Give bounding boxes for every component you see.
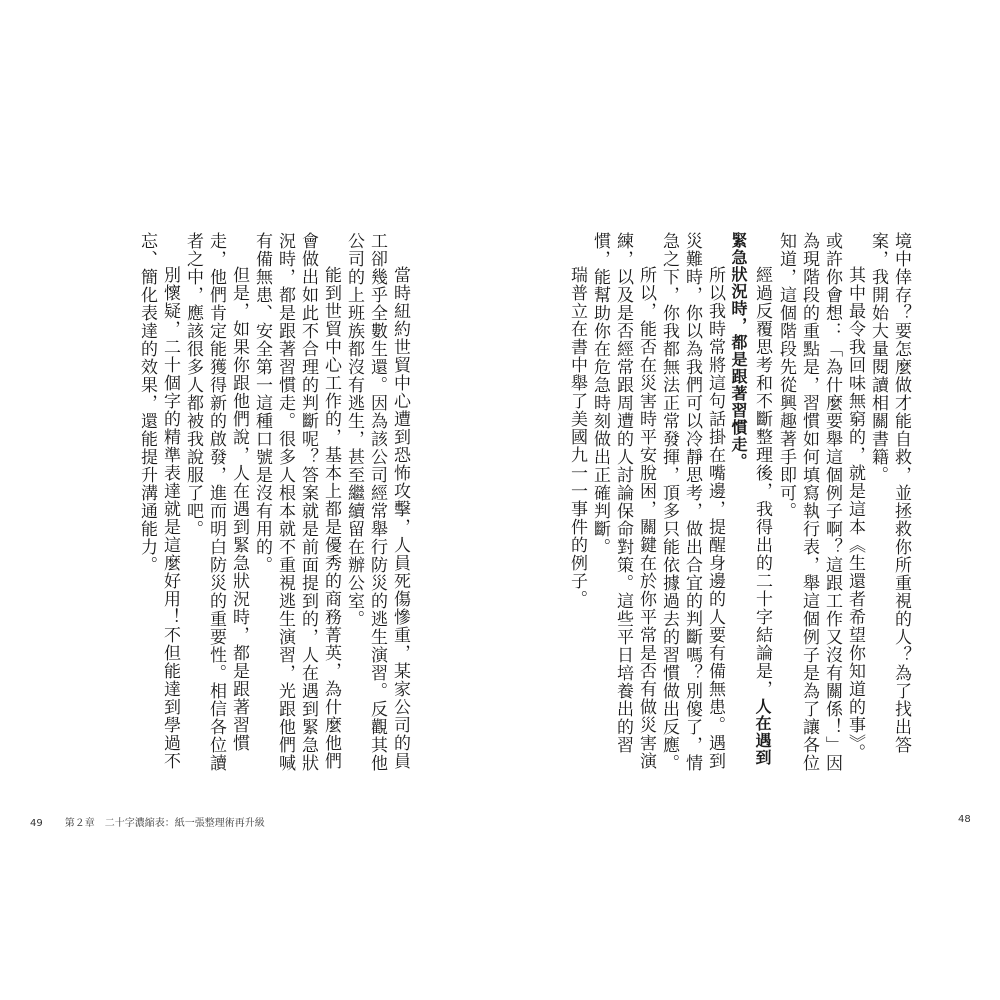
emphasis-text: 人在遇到緊急狀況時，都是跟著習慣走。 (729, 232, 772, 766)
chapter-running-head: 第２章 二十字濃縮表：紙一張整理術再升級 (64, 818, 265, 829)
paragraph-text: 別懷疑，二十個字的精準表達就是這麼好用！不但能達到學過不忘、簡化表達的效果，還能提升溝通能力。 (137, 232, 180, 770)
paragraph (866, 232, 912, 772)
left-page-number: 49 (30, 818, 43, 829)
paragraph-text: 瑞普立在書中舉了美國九一一事件的例子。 (567, 266, 587, 608)
paragraph (250, 232, 342, 772)
paragraph (588, 232, 657, 772)
paragraph-text: 經過反覆思考和不斷整理後，我得出的二十字結論是， (752, 266, 772, 698)
paragraph (342, 232, 411, 772)
paragraph (181, 232, 250, 772)
paragraph-text: 但是，如果你跟他們說，人在遇到緊急狀況時，都是跟著習慣走，他們肯定能獲得新的啟發，進而明白防災的重要性。相信各位讀者之中，應該很多人都被我說服了吧。 (183, 232, 249, 772)
left-page-body (135, 232, 411, 772)
paragraph (135, 232, 181, 772)
left-page (135, 232, 515, 812)
left-page-footer (30, 814, 265, 829)
paragraph (565, 232, 588, 772)
paragraph (774, 232, 866, 772)
paragraph-text: 其中最令我回味無窮的，就是這本《生還者希望你知道的事》。或許你會想：「為什麼要舉這個例子啊？這跟工作又沒有關係！」因為現階段的重點是，習慣如何填寫執行表，舉這個例子是為了讓各位知道，這個階段先從興趣著手即可。 (776, 232, 865, 772)
right-page (565, 232, 975, 812)
paragraph (657, 232, 726, 772)
right-page-body (565, 232, 912, 772)
right-page-footer (958, 814, 971, 825)
paragraph-text: 能到世貿中心工作的，基本上都是優秀的商務菁英，為什麼他們會做出如此不合理的判斷呢？答案就是前面提到的，人在遇到緊急狀況時，都是跟著習慣走。很多人根本就不重視逃生演習，光跟他們喊有備無患、安全第一這種口號是沒有用的。 (252, 232, 341, 772)
paragraph-text: 境中倖存？要怎麼做才能自救，並拯救你所重視的人？為了找出答案，我開始大量閱讀相關書籍。 (868, 232, 911, 754)
paragraph-text: 所以，能否在災害時平安脫困，關鍵在於你平常是否有做災害演練，以及是否經常跟周遭的人討論保命對策。這些平日培養出的習慣，能幫助你在危急時刻做出正確判斷。 (590, 232, 656, 770)
paragraph-text: 所以我時常將這句話掛在嘴邊，提醒身邊的人要有備無患。遇到災難時，你以為我們可以冷靜思考，做出合宜的判斷嗎？別傻了，情急之下，你我都無法正常發揮，頂多只能依據過去的習慣做出反應。 (659, 232, 725, 772)
paragraph-text: 當時紐約世貿中心遭到恐怖攻擊，人員死傷慘重，某家公司的員工卻幾乎全數生還。因為該公司經常舉行防災的逃生演習。反觀其他公司的上班族都沒有逃生，甚至繼續留在辦公室。 (344, 232, 410, 772)
paragraph (726, 232, 774, 772)
right-page-number: 48 (958, 814, 971, 825)
